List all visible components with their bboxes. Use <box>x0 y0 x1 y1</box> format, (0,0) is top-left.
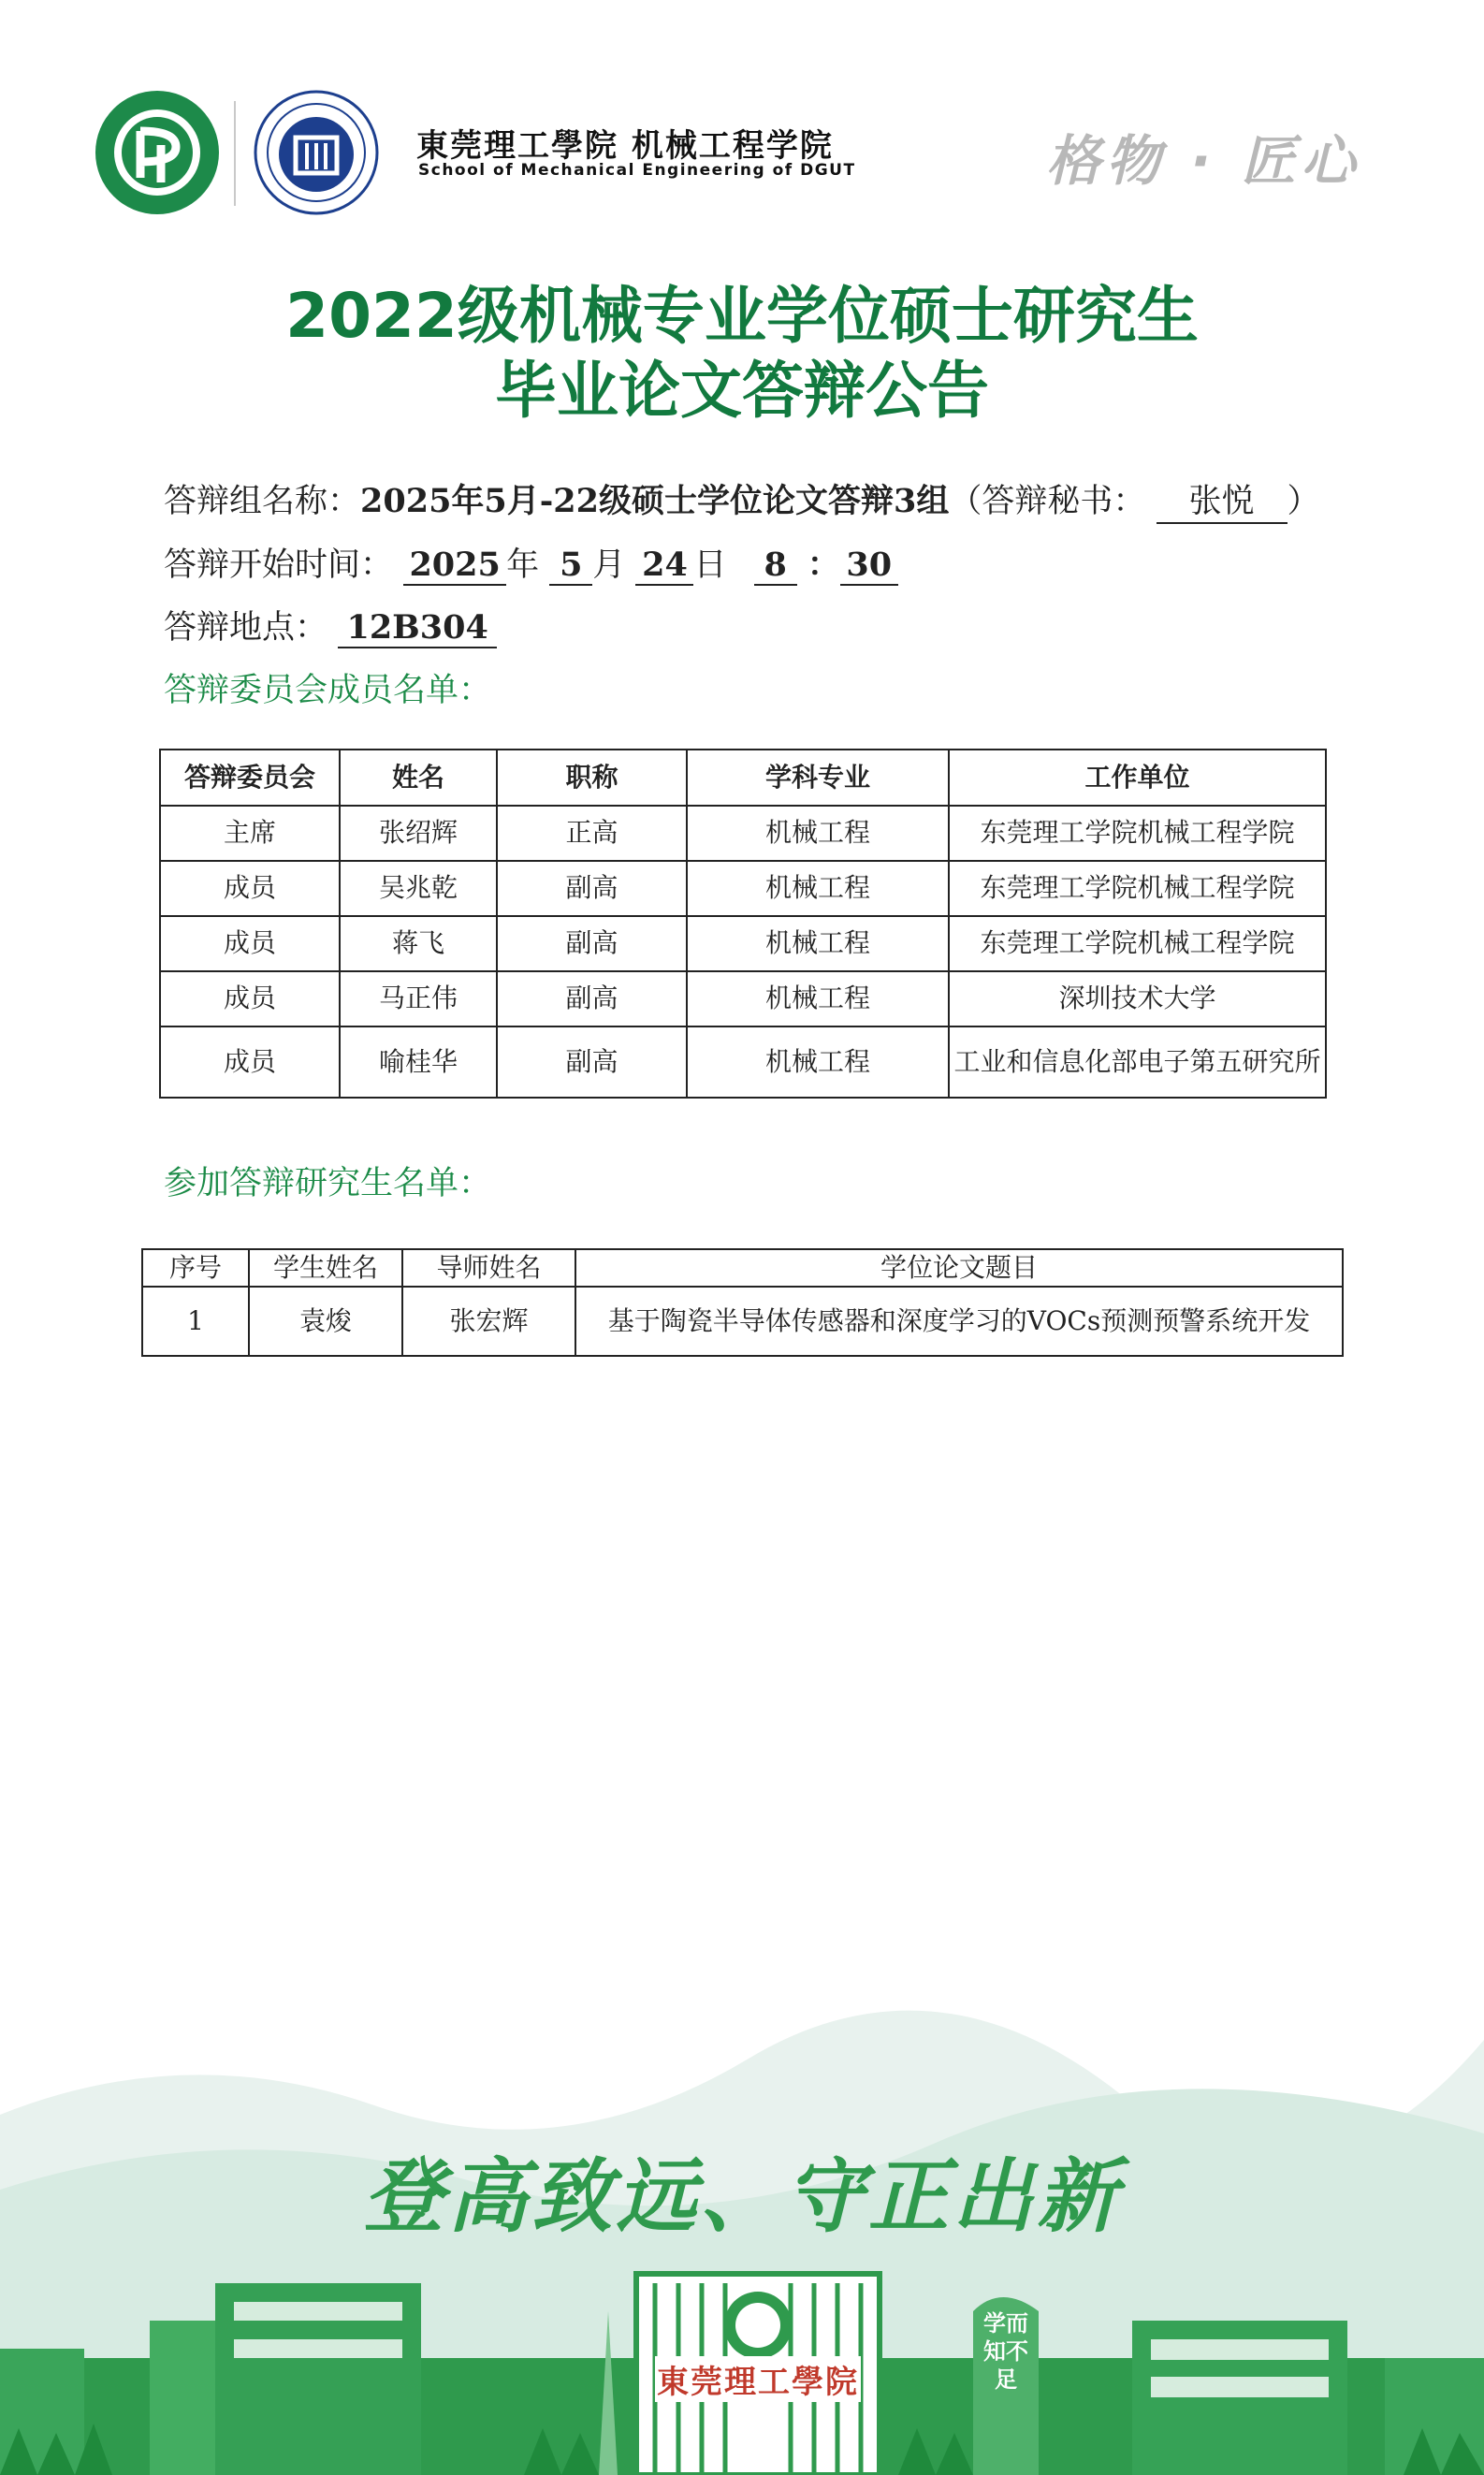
time-hour: 8 <box>754 546 797 586</box>
committee-role: 成员 <box>160 916 340 971</box>
committee-affiliation: 深圳技术大学 <box>949 971 1326 1026</box>
committee-col-role: 答辩委员会 <box>160 750 340 806</box>
committee-name: 张绍辉 <box>340 806 497 861</box>
committee-col-discipline: 学科专业 <box>687 750 949 806</box>
secretary-suffix: ） <box>1287 483 1320 520</box>
student-name: 袁焌 <box>249 1287 402 1356</box>
students-col-advisor: 导师姓名 <box>402 1249 575 1287</box>
students-header-row <box>142 1249 1343 1287</box>
committee-title: 副高 <box>497 861 687 916</box>
committee-role: 成员 <box>160 1026 340 1098</box>
advisor-name: 张宏辉 <box>402 1287 575 1356</box>
day-unit: 日 <box>693 546 727 584</box>
committee-discipline: 机械工程 <box>687 1026 949 1098</box>
student-index: 1 <box>142 1287 249 1356</box>
committee-title: 副高 <box>497 1026 687 1098</box>
thesis-title: 基于陶瓷半导体传感器和深度学习的VOCs预测预警系统开发 <box>575 1287 1343 1356</box>
table-row <box>160 971 1326 1026</box>
table-row <box>160 1026 1326 1098</box>
committee-discipline: 机械工程 <box>687 861 949 916</box>
students-col-student: 学生姓名 <box>249 1249 402 1287</box>
group-label: 答辩组名称： <box>164 483 361 520</box>
time-month: 5 <box>549 546 592 586</box>
committee-heading: 答辩委员会成员名单： <box>164 672 492 709</box>
committee-discipline: 机械工程 <box>687 806 949 861</box>
committee-discipline: 机械工程 <box>687 916 949 971</box>
defense-time-line <box>164 539 898 586</box>
time-label: 答辩开始时间： <box>164 546 394 584</box>
committee-title: 副高 <box>497 971 687 1026</box>
table-row <box>160 806 1326 861</box>
students-col-thesis: 学位论文题目 <box>575 1249 1343 1287</box>
committee-title: 副高 <box>497 916 687 971</box>
footer-slogan: 登高致远、守正出新 <box>363 2149 1121 2244</box>
committee-affiliation: 工业和信息化部电子第五研究所 <box>949 1026 1326 1098</box>
committee-role: 成员 <box>160 861 340 916</box>
committee-title: 正高 <box>497 806 687 861</box>
committee-name: 马正伟 <box>340 971 497 1026</box>
committee-col-title: 职称 <box>497 750 687 806</box>
time-year: 2025 <box>403 546 506 586</box>
year-unit: 年 <box>506 546 540 584</box>
mechanical-school-seal-icon <box>253 89 380 216</box>
committee-table <box>159 749 1327 1099</box>
committee-affiliation: 东莞理工学院机械工程学院 <box>949 861 1326 916</box>
defense-group-line <box>164 475 1320 524</box>
students-col-index: 序号 <box>142 1249 249 1287</box>
stone-inscription: 学而知不足 <box>983 2309 1028 2393</box>
committee-discipline: 机械工程 <box>687 971 949 1026</box>
school-name-en: School of Mechanical Engineering of DGUT <box>418 161 856 180</box>
students-heading: 参加答辩研究生名单： <box>164 1165 492 1202</box>
secretary-prefix: （答辩秘书： <box>949 483 1146 520</box>
time-day: 24 <box>635 546 693 586</box>
table-row <box>160 916 1326 971</box>
committee-name: 蒋飞 <box>340 916 497 971</box>
announcement-title-line1: 2022级机械专业学位硕士研究生 <box>285 280 1199 352</box>
students-table <box>141 1248 1344 1357</box>
time-minute: 30 <box>840 546 898 586</box>
location-value: 12B304 <box>338 608 497 648</box>
location-label: 答辩地点： <box>164 609 328 647</box>
header-motto: 格物 · 匠心 <box>1046 129 1361 193</box>
committee-name: 吴兆乾 <box>340 861 497 916</box>
committee-name: 喻桂华 <box>340 1026 497 1098</box>
time-colon: ： <box>807 546 840 584</box>
table-row <box>160 861 1326 916</box>
logo-divider <box>234 101 236 206</box>
committee-col-name: 姓名 <box>340 750 497 806</box>
dgut-logo-icon <box>94 89 221 216</box>
committee-affiliation: 东莞理工学院机械工程学院 <box>949 916 1326 971</box>
month-unit: 月 <box>592 546 626 584</box>
committee-role: 成员 <box>160 971 340 1026</box>
table-row <box>142 1287 1343 1356</box>
committee-role: 主席 <box>160 806 340 861</box>
secretary-name: 张悦 <box>1157 475 1288 524</box>
group-name: 2025年5月-22级硕士学位论文答辩3组 <box>360 482 950 520</box>
committee-col-affiliation: 工作单位 <box>949 750 1326 806</box>
committee-header-row <box>160 750 1326 806</box>
school-name-cn: 東莞理工學院 机械工程学院 <box>416 127 834 165</box>
announcement-title-line2: 毕业论文答辩公告 <box>495 355 989 427</box>
defense-location-line <box>164 602 497 648</box>
committee-affiliation: 东莞理工学院机械工程学院 <box>949 806 1326 861</box>
gate-sign: 東莞理工學院 <box>655 2356 861 2402</box>
